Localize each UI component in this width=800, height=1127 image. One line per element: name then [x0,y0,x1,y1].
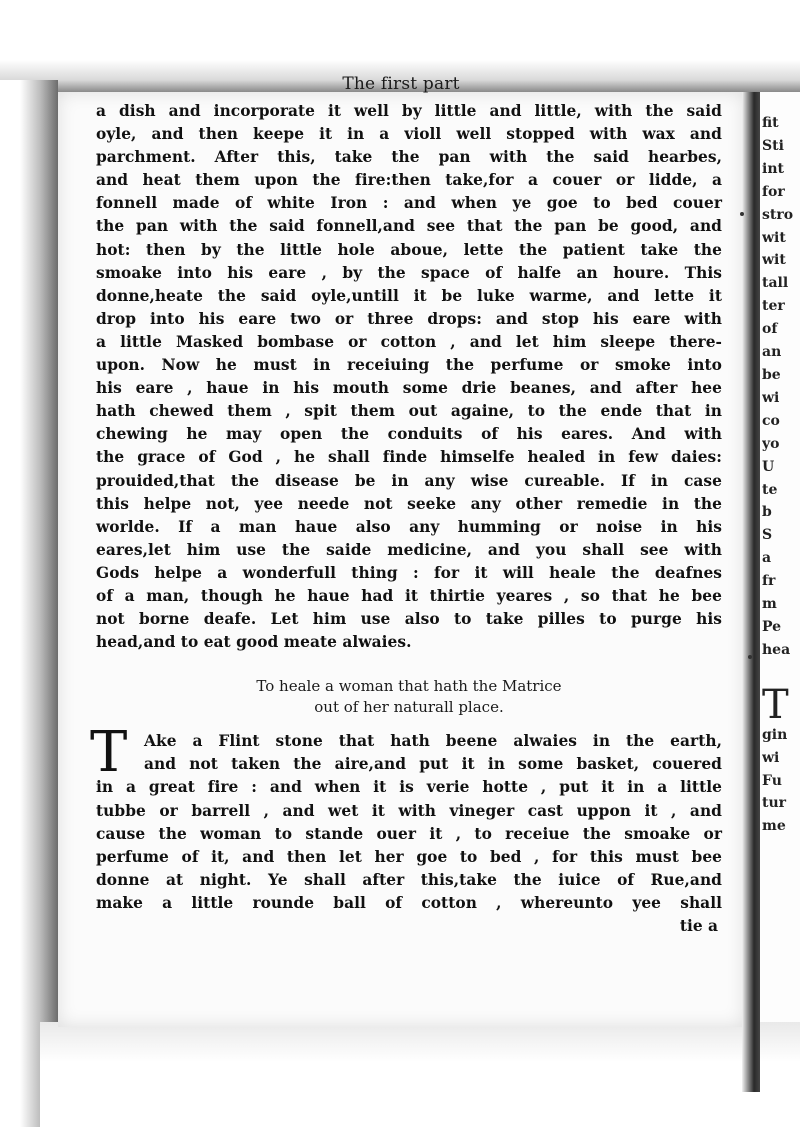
drop-cap: T [90,720,128,786]
facing-fragment: m [762,596,777,613]
text-line: worlde. If a man haue also any humming or noise in his [96,517,722,536]
facing-fragment: b [762,504,772,521]
facing-fragment: int [762,160,784,177]
first-paragraph [96,100,722,654]
facing-fragment: gin [762,726,788,743]
text-line: perfume of it, and then let her goe to bed , for this must bee [96,847,722,866]
text-line: not borne deafe. Let him use also to take pilles to purge his [96,610,722,629]
main-text [90,100,722,938]
scan-shadow-bottom [40,1022,800,1127]
facing-fragment: wit [762,229,786,246]
ink-dot [748,655,752,659]
text-line: and not taken the aire,and put it in some basket, couered [144,755,722,774]
text-line: make a little rounde ball of cotton , whereunto yee shall [96,893,722,912]
facing-fragment: for [762,183,785,200]
facing-fragment: Fu [762,772,782,789]
section-heading [96,676,722,718]
facing-drop-cap: T [762,681,789,728]
facing-fragment: wi [762,749,780,766]
text-line: the grace of God , he shall finde himselfe healed in few daies: [96,448,722,467]
facing-fragment: yo [762,435,780,452]
facing-fragment: S [762,527,773,544]
text-line: cause the woman to stande ouer it , to receiue the smoake or [96,824,722,843]
facing-fragment: stro [762,206,794,223]
facing-fragment: tur [762,795,787,812]
text-line: his eare , haue in his mouth some drie beanes, and after hee [96,379,722,398]
facing-fragment: ter [762,298,785,315]
facing-fragment: an [762,344,782,361]
text-line: drop into his eare two or three drops: and stop his eare with [96,309,722,328]
facing-fragment: me [762,818,786,835]
text-line: tubbe or barrell , and wet it with vineger cast uppon it , and [96,801,722,820]
text-line: Gods helpe a wonderfull thing : for it will heale the deafnes [96,563,722,582]
facing-fragment: te [762,481,778,498]
text-line: donne,heate the said oyle,untill it be luke warme, and lette it [96,286,722,305]
facing-fragment: hea [762,641,791,658]
text-line: of a man, though he haue had it thirtie yeares , so that he bee [96,586,722,605]
text-line: chewing he may open the conduits of his eares. And with [96,425,722,444]
facing-fragment: Sti [762,137,784,154]
scan-shadow-left [0,80,58,1127]
text-line: and heat them upon the fire:then take,for a couer or lidde, a [96,171,722,190]
text-line: the pan with the said fonnell,and see that the pan be good, and [96,217,722,236]
text-line: a little Masked bombase or cotton , and let him sleepe there- [96,332,722,351]
facing-fragment: co [762,412,780,429]
section-heading-line: out of her naturall place. [314,698,504,717]
facing-fragment: wi [762,389,780,406]
book-spine-shadow [742,92,760,1092]
text-line: a dish and incorporate it well by little and little, with the said [96,102,722,120]
section-heading-line: To heale a woman that hath the Matrice [256,677,562,696]
text-line: smoake into his eare , by the space of halfe an houre. This [96,263,722,282]
facing-fragment: fr [762,573,776,590]
second-paragraph [90,720,722,915]
ink-dot [740,212,744,216]
text-line: donne at night. Ye shall after this,take the iuice of Rue,and [96,870,722,889]
text-line: fonnell made of white Iron : and when ye goe to bed couer [96,194,722,213]
text-line: this helpe not, yee neede not seeke any other remedie in the [96,494,722,513]
facing-fragment: wit [762,252,786,269]
facing-fragment: of [762,321,778,338]
facing-fragment: fit [762,115,779,131]
text-line: in a great fire : and when it is verie hotte , put it in a little [96,778,722,797]
text-line: Ake a Flint stone that hath beene alwaies in the earth, [144,732,722,751]
text-line: oyle, and then keepe it in a violl well stopped with wax and [96,125,722,144]
text-line: hath chewed them , spit them out againe, to the ende that in [96,402,722,421]
text-line: upon. Now he must in receiuing the perfume or smoke into [96,356,722,375]
facing-fragment: be [762,366,781,383]
facing-fragment: U [762,458,775,475]
text-line: head,and to eat good meate alwaies. [96,633,412,652]
facing-fragment: tall [762,275,789,292]
text-line: eares,let him use the saide medicine, and you shall see with [96,540,722,559]
catchword: tie a [679,917,718,935]
text-line: prouided,that the disease be in any wise cureable. If in case [96,471,722,490]
facing-fragment: Pe [762,618,782,635]
text-line: hot: then by the little hole aboue, lette the patient take the [96,240,722,259]
running-head: The first part [342,74,460,94]
facing-fragment: a [762,550,772,567]
text-line: parchment. After this, take the pan with the said hearbes, [96,148,722,167]
facing-page-fragments [762,112,800,838]
